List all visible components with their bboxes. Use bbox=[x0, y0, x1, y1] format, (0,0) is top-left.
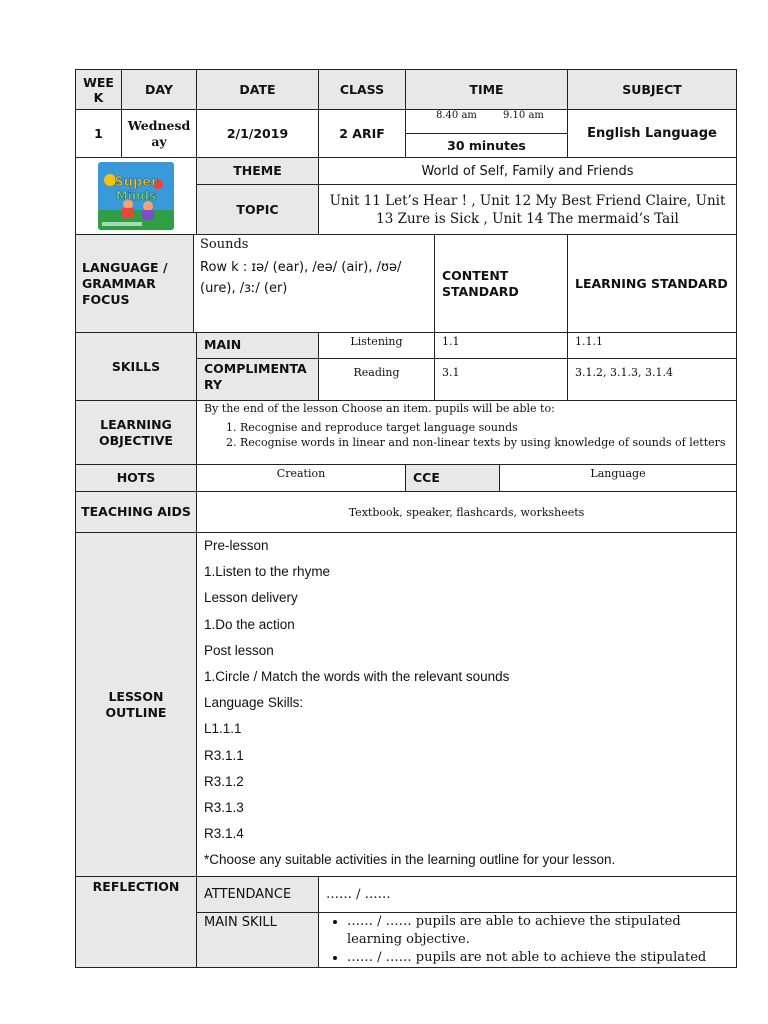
skills-label: SKILLS bbox=[75, 332, 197, 401]
lesson-plan-table bbox=[75, 69, 737, 968]
cover-image-cell bbox=[75, 157, 197, 235]
learning-objective-cell bbox=[196, 400, 737, 465]
outline-skill-code: R3.1.1 bbox=[204, 747, 244, 763]
main-skill-item: • …… / …… pupils are able to achieve the stipulated learning objective. bbox=[347, 913, 736, 949]
main-skill-list bbox=[319, 913, 736, 967]
teaching-aids-label: TEACHING AIDS bbox=[75, 491, 197, 533]
main-content-standard: 1.1 bbox=[434, 332, 568, 359]
outline-skill-code: R3.1.3 bbox=[204, 800, 244, 816]
outline-skill-code: R3.1.2 bbox=[204, 773, 244, 789]
header-date: DATE bbox=[196, 69, 319, 110]
outline-note: *Choose any suitable activities in the learning outline for your lesson. bbox=[204, 852, 616, 868]
outline-lesson-delivery: Lesson delivery bbox=[204, 590, 298, 606]
lesson-outline-label: LESSON OUTLINE bbox=[75, 532, 197, 877]
main-skill-label: MAIN SKILL bbox=[196, 912, 319, 968]
learning-standard-label: LEARNING STANDARD bbox=[567, 234, 737, 333]
main-skill-item: • …… / …… pupils are not able to achieve the stipulated bbox=[347, 949, 736, 967]
topic-value: Unit 11 Let’s Hear ! , Unit 12 My Best Friend Claire, Unit 13 Zure is Sick , Unit 14 The mermaid’s Tail bbox=[318, 184, 737, 235]
duration-value: 30 minutes bbox=[405, 133, 568, 158]
language-focus-label: LANGUAGE / GRAMMAR FOCUS bbox=[75, 234, 194, 333]
hots-value: Creation bbox=[196, 464, 406, 492]
outline-step: 1.Circle / Match the words with the relevant sounds bbox=[204, 669, 510, 685]
objective-list bbox=[204, 420, 729, 450]
objective-item: 2. Recognise words in linear and non-linear texts by using knowledge of sounds of letters bbox=[240, 435, 729, 450]
cce-label: CCE bbox=[405, 464, 500, 492]
outline-step: 1.Listen to the rhyme bbox=[204, 564, 331, 580]
learning-objective-label: LEARNING OBJECTIVE bbox=[75, 400, 197, 465]
sounds-row-k: Row k : ɪə/ (ear), /eə/ (air), /ʊə/ (ure), /ɜː/ (er) bbox=[200, 260, 402, 296]
outline-step: 1.Do the action bbox=[204, 616, 295, 632]
topic-label: TOPIC bbox=[196, 184, 319, 235]
header-time: TIME bbox=[405, 69, 568, 110]
theme-value: World of Self, Family and Friends bbox=[318, 157, 737, 185]
outline-skill-code: L1.1.1 bbox=[204, 721, 242, 737]
date-value: 2/1/2019 bbox=[196, 109, 319, 158]
class-value: 2 ARIF bbox=[318, 109, 406, 158]
attendance-value: …… / …… bbox=[318, 876, 737, 913]
comp-learning-standard: 3.1.2, 3.1.3, 3.1.4 bbox=[567, 358, 737, 401]
lesson-outline-cell bbox=[196, 532, 737, 877]
svg-text:Super: Super bbox=[114, 175, 158, 190]
outline-skill-code: R3.1.4 bbox=[204, 826, 244, 842]
super-minds-book-cover bbox=[98, 162, 174, 230]
main-learning-standard: 1.1.1 bbox=[567, 332, 737, 359]
subject-value: English Language bbox=[567, 109, 737, 158]
header-subject: SUBJECT bbox=[567, 69, 737, 110]
main-skill-cell bbox=[318, 912, 737, 968]
outline-post-lesson: Post lesson bbox=[204, 642, 274, 658]
week-value: 1 bbox=[75, 109, 122, 158]
day-value: Wednesd ay bbox=[121, 109, 197, 158]
hots-label: HOTS bbox=[75, 464, 197, 492]
header-week: WEE K bbox=[75, 69, 122, 110]
teaching-aids-value: Textbook, speaker, flashcards, worksheets bbox=[196, 491, 737, 533]
header-class: CLASS bbox=[318, 69, 406, 110]
time-end: 9.10 am bbox=[503, 110, 544, 121]
theme-label: THEME bbox=[196, 157, 319, 185]
outline-pre-lesson: Pre-lesson bbox=[204, 538, 269, 553]
main-label: MAIN bbox=[196, 332, 319, 359]
main-skill: Listening bbox=[318, 332, 435, 359]
complimentary-label: COMPLIMENTARY bbox=[196, 358, 319, 401]
outline-language-skills: Language Skills: bbox=[204, 695, 304, 711]
time-start: 8.40 am bbox=[436, 110, 477, 121]
cce-value: Language bbox=[499, 464, 737, 492]
objective-intro: By the end of the lesson Choose an item. pupils will be able to: bbox=[204, 402, 555, 415]
header-day: DAY bbox=[121, 69, 197, 110]
comp-content-standard: 3.1 bbox=[434, 358, 568, 401]
time-range-cell bbox=[405, 109, 568, 134]
attendance-label: ATTENDANCE bbox=[196, 876, 319, 913]
svg-text:Minds: Minds bbox=[115, 189, 157, 203]
language-focus-cell bbox=[193, 234, 435, 333]
content-standard-label: CONTENT STANDARD bbox=[434, 234, 568, 333]
reflection-label: REFLECTION bbox=[75, 876, 197, 968]
sounds-heading: Sounds bbox=[200, 237, 249, 252]
objective-item: 1. Recognise and reproduce target language sounds bbox=[240, 420, 729, 435]
comp-skill: Reading bbox=[318, 358, 435, 401]
